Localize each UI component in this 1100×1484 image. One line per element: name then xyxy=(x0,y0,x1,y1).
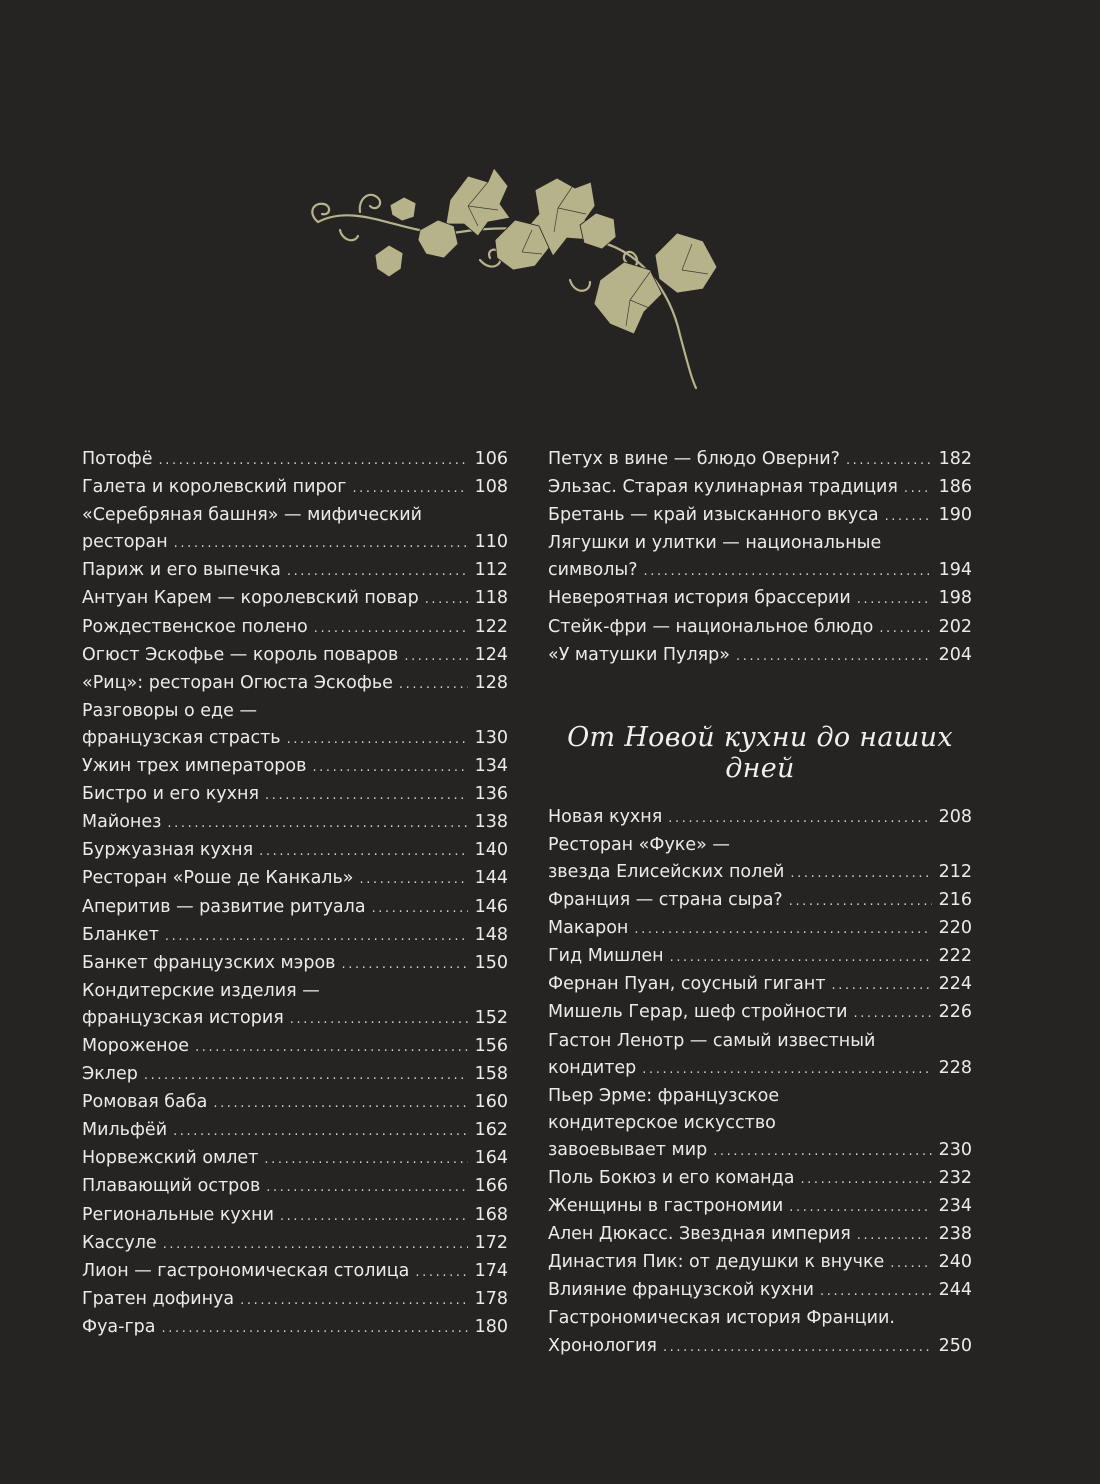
toc-entry[interactable] xyxy=(82,1117,508,1145)
toc-entry[interactable] xyxy=(82,474,508,502)
dot-leader xyxy=(287,726,468,753)
toc-entry[interactable] xyxy=(82,753,508,781)
toc-entry-title: Бретань — край изысканного вкуса xyxy=(548,505,879,526)
toc-entry-title: Невероятная история брассерии xyxy=(548,588,851,609)
toc-entry-title: «У матушки Пуляр» xyxy=(548,644,730,665)
toc-entry[interactable] xyxy=(82,978,508,1033)
toc-entry-title: Мильфёй xyxy=(82,1120,168,1141)
dot-leader xyxy=(163,1231,468,1258)
toc-entry[interactable] xyxy=(82,557,508,585)
dot-leader xyxy=(879,615,932,642)
dot-leader xyxy=(885,503,932,530)
toc-entry-title: французская страсть xyxy=(82,727,281,748)
toc-entry[interactable] xyxy=(82,585,508,613)
toc-entry-title: звезда Елисейских полей xyxy=(548,861,785,882)
toc-entry-title: Рождественское полено xyxy=(82,616,308,637)
toc-entry[interactable] xyxy=(82,698,508,753)
toc-page-number: 232 xyxy=(938,1167,972,1188)
dot-leader xyxy=(644,558,932,585)
toc-page-number: 224 xyxy=(938,974,972,995)
toc-page-number: 134 xyxy=(474,756,508,777)
toc-entry[interactable] xyxy=(548,585,972,613)
dot-leader xyxy=(846,447,932,474)
toc-page-number: 166 xyxy=(474,1176,508,1197)
dot-leader xyxy=(857,1222,932,1249)
toc-entry[interactable] xyxy=(548,474,972,502)
toc-page-number: 152 xyxy=(474,1007,508,1028)
toc-entry[interactable] xyxy=(82,922,508,950)
dot-leader xyxy=(173,1118,468,1145)
dot-leader xyxy=(240,1287,468,1314)
toc-entry-title: ресторан xyxy=(82,532,168,553)
toc-entry[interactable] xyxy=(548,943,972,971)
dot-leader xyxy=(314,615,468,642)
toc-entry-title: Фернан Пуан, соусный гигант xyxy=(548,974,826,995)
toc-entry-title: Банкет французских мэров xyxy=(82,952,336,973)
toc-page-number: 168 xyxy=(474,1204,508,1225)
dot-leader xyxy=(167,810,468,837)
toc-entry-title: Гид Мишлен xyxy=(548,946,664,967)
toc-entry-title: Эклер xyxy=(82,1064,138,1085)
toc-page-number: 178 xyxy=(474,1288,508,1309)
toc-right-column xyxy=(548,446,972,1361)
toc-page-number: 158 xyxy=(474,1064,508,1085)
toc-entry[interactable] xyxy=(548,832,972,887)
toc-entry[interactable] xyxy=(82,837,508,865)
toc-entry[interactable] xyxy=(82,865,508,893)
toc-entry[interactable] xyxy=(82,1173,508,1201)
toc-page-number: 146 xyxy=(474,896,508,917)
toc-entry[interactable] xyxy=(548,1277,972,1305)
toc-entry[interactable] xyxy=(82,670,508,698)
toc-page-number: 216 xyxy=(938,890,972,911)
toc-page-number: 106 xyxy=(474,449,508,469)
toc-entry[interactable] xyxy=(82,614,508,642)
toc-page-number: 118 xyxy=(474,588,508,609)
toc-page-number: 182 xyxy=(938,449,972,469)
toc-entry-title: Лягушки и улитки — национальные xyxy=(548,533,882,554)
toc-entry-title: Мороженое xyxy=(82,1035,190,1056)
toc-entry[interactable] xyxy=(82,502,508,557)
dot-leader xyxy=(195,1034,468,1061)
toc-entry-title: Петух в вине — блюдо Оверни? xyxy=(548,449,840,469)
toc-entry[interactable] xyxy=(82,1089,508,1117)
toc-page-number: 136 xyxy=(474,784,508,805)
toc-page-number: 162 xyxy=(474,1120,508,1141)
dot-leader xyxy=(820,1278,932,1305)
toc-entry[interactable] xyxy=(82,781,508,809)
toc-entry[interactable] xyxy=(548,1193,972,1221)
toc-entry-title: Ресторан «Фуке» — xyxy=(548,834,730,855)
dot-leader xyxy=(287,558,468,585)
toc-left-column xyxy=(82,446,508,1342)
toc-entry-title: Аперитив — развитие ритуала xyxy=(82,896,366,917)
toc-entry-title: Ален Дюкасс. Звездная империя xyxy=(548,1224,851,1245)
dot-leader xyxy=(425,586,468,613)
toc-page-number: 164 xyxy=(474,1148,508,1169)
toc-entry-title: Норвежский омлет xyxy=(82,1148,259,1169)
dot-leader xyxy=(159,447,469,474)
toc-page-number: 202 xyxy=(938,616,972,637)
toc-entry[interactable] xyxy=(82,1258,508,1286)
toc-entry-title: Ромовая баба xyxy=(82,1092,208,1113)
toc-page-number: 148 xyxy=(474,924,508,945)
toc-page-number: 174 xyxy=(474,1260,508,1281)
toc-entry-title: символы? xyxy=(548,560,638,581)
toc-page-number: 128 xyxy=(474,672,508,693)
toc-page-number: 238 xyxy=(938,1224,972,1245)
toc-entry-title: Кондитерские изделия — xyxy=(82,980,320,1001)
toc-entry-title: Новая кухня xyxy=(548,806,663,827)
toc-entry-title: Фуа-гра xyxy=(82,1316,156,1337)
toc-entry-title: Поль Бокюз и его команда xyxy=(548,1167,795,1188)
toc-entry-title: «Риц»: ресторан Огюста Эскофье xyxy=(82,672,393,693)
dot-leader xyxy=(736,643,932,670)
toc-page-number: 222 xyxy=(938,946,972,967)
toc-page-number: 240 xyxy=(938,1252,972,1273)
dot-leader xyxy=(342,951,469,978)
toc-page-number: 190 xyxy=(938,505,972,526)
toc-entry-title: Франция — страна сыра? xyxy=(548,890,783,911)
dot-leader xyxy=(213,1090,468,1117)
toc-page-number: 186 xyxy=(938,477,972,498)
toc-entry[interactable] xyxy=(548,446,972,474)
toc-entry-title: Стейк-фри — национальное блюдо xyxy=(548,616,874,637)
dot-leader xyxy=(789,888,932,915)
toc-entry[interactable] xyxy=(82,446,508,474)
toc-page-number: 180 xyxy=(474,1316,508,1337)
toc-page-number: 172 xyxy=(474,1232,508,1253)
toc-entry-title: Галета и королевский пирог xyxy=(82,477,347,498)
toc-entry[interactable] xyxy=(548,915,972,943)
toc-entry[interactable] xyxy=(82,1033,508,1061)
toc-entry[interactable] xyxy=(548,1028,972,1083)
dot-leader xyxy=(642,1056,932,1083)
dot-leader xyxy=(372,895,468,922)
toc-entry-title: Региональные кухни xyxy=(82,1204,274,1225)
toc-entry[interactable] xyxy=(548,887,972,915)
toc-entry-title: Ресторан «Роше де Канкаль» xyxy=(82,868,354,889)
toc-entry-title: Женщины в гастрономии xyxy=(548,1196,784,1217)
toc-entry[interactable] xyxy=(82,950,508,978)
toc-page-number: 138 xyxy=(474,812,508,833)
toc-entry-title: Династия Пик: от дедушки к внучке xyxy=(548,1252,885,1273)
toc-page-number: 160 xyxy=(474,1092,508,1113)
dot-leader xyxy=(853,1000,932,1027)
toc-page-number: 150 xyxy=(474,952,508,973)
dot-leader xyxy=(264,1146,468,1173)
dot-leader xyxy=(713,1138,932,1165)
toc-page-number: 226 xyxy=(938,1002,972,1023)
toc-entry[interactable] xyxy=(548,1305,972,1360)
toc-entry[interactable] xyxy=(548,1221,972,1249)
toc-page-number: 156 xyxy=(474,1035,508,1056)
toc-entry-title: Париж и его выпечка xyxy=(82,560,281,581)
dot-leader xyxy=(162,1315,469,1342)
toc-page-number: 244 xyxy=(938,1280,972,1301)
toc-page-number: 140 xyxy=(474,840,508,861)
dot-leader xyxy=(280,1203,468,1230)
toc-entry-title: французская история xyxy=(82,1007,284,1028)
toc-entry-title: Гратен дофинуа xyxy=(82,1288,235,1309)
toc-entry-title: кондитерское искусство xyxy=(548,1112,776,1133)
toc-entry-title: Влияние французской кухни xyxy=(548,1280,814,1301)
toc-page-number: 122 xyxy=(474,616,508,637)
toc-entry[interactable] xyxy=(82,1314,508,1342)
dot-leader xyxy=(663,1334,932,1361)
toc-entry-title: Бланкет xyxy=(82,924,159,945)
toc-page-number: 230 xyxy=(938,1139,972,1160)
toc-entry-title: Антуан Карем — королевский повар xyxy=(82,588,419,609)
toc-entry-title: завоевывает мир xyxy=(548,1139,708,1160)
toc-entry[interactable] xyxy=(548,971,972,999)
dot-leader xyxy=(165,923,468,950)
toc-entry[interactable] xyxy=(548,1249,972,1277)
toc-entry[interactable] xyxy=(82,809,508,837)
toc-page-number: 234 xyxy=(938,1196,972,1217)
toc-entry-title: Эльзас. Старая кулинарная традиция xyxy=(548,477,898,498)
toc-page-number: 130 xyxy=(474,727,508,748)
toc-entry[interactable] xyxy=(82,1230,508,1258)
dot-leader xyxy=(800,1166,932,1193)
toc-entry-title: Ужин трех императоров xyxy=(82,756,307,777)
toc-entry[interactable] xyxy=(548,614,972,642)
dot-leader xyxy=(266,1174,468,1201)
toc-page-number: 144 xyxy=(474,868,508,889)
dot-leader xyxy=(789,1194,932,1221)
dot-leader xyxy=(259,838,468,865)
toc-entry-title: Мишель Герар, шеф стройности xyxy=(548,1002,848,1023)
dot-leader xyxy=(415,1259,468,1286)
toc-entry-title: Макарон xyxy=(548,918,629,939)
dot-leader xyxy=(144,1062,468,1089)
dot-leader xyxy=(352,475,468,502)
toc-entry-title: Гастон Ленотр — самый известный xyxy=(548,1030,876,1051)
dot-leader xyxy=(399,671,468,698)
toc-entry-title: Плавающий остров xyxy=(82,1176,261,1197)
toc-entry-title: Майонез xyxy=(82,812,162,833)
toc-page-number: 208 xyxy=(938,806,972,827)
toc-page-number: 228 xyxy=(938,1057,972,1078)
toc-page-number: 108 xyxy=(474,477,508,498)
toc-page-number: 212 xyxy=(938,861,972,882)
grapevine-branch-illustration xyxy=(300,160,730,400)
dot-leader xyxy=(904,475,932,502)
dot-leader xyxy=(832,972,932,999)
section-title: От Новой кухни до наших дней xyxy=(567,721,953,784)
toc-entry-title: кондитер xyxy=(548,1057,637,1078)
toc-entry[interactable] xyxy=(548,804,972,832)
toc-entry[interactable] xyxy=(548,642,972,670)
toc-entry-title: Пьер Эрме: французское xyxy=(548,1085,780,1106)
toc-entry-title: Кассуле xyxy=(82,1232,157,1253)
toc-entry-title: Разговоры о еде — xyxy=(82,700,257,721)
toc-entry-title: Гастрономическая история Франции. xyxy=(548,1308,895,1329)
toc-entry-title: Буржуазная кухня xyxy=(82,840,254,861)
toc-entry-title: Огюст Эскофье — король поваров xyxy=(82,644,399,665)
dot-leader xyxy=(404,643,468,670)
dot-leader xyxy=(312,754,468,781)
toc-entry[interactable] xyxy=(82,1145,508,1173)
toc-page-number: 112 xyxy=(474,560,508,581)
toc-page-number: 220 xyxy=(938,918,972,939)
toc-entry[interactable] xyxy=(82,1061,508,1089)
toc-entry-title: Бистро и его кухня xyxy=(82,784,259,805)
dot-leader xyxy=(890,1250,932,1277)
dot-leader xyxy=(857,586,932,613)
toc-page-number: 198 xyxy=(938,588,972,609)
toc-entry-title: Хронология xyxy=(548,1335,657,1356)
dot-leader xyxy=(290,1006,468,1033)
dot-leader xyxy=(174,530,468,557)
toc-entry-title: «Серебряная башня» — мифический xyxy=(82,505,423,526)
dot-leader xyxy=(360,866,468,893)
toc-page-number: 250 xyxy=(938,1335,972,1356)
toc-page-number: 204 xyxy=(938,644,972,665)
toc-entry[interactable] xyxy=(548,1165,972,1193)
toc-entry[interactable] xyxy=(82,642,508,670)
dot-leader xyxy=(668,805,932,832)
toc-entry-title: Потофё xyxy=(82,449,153,469)
toc-entry[interactable] xyxy=(548,502,972,530)
dot-leader xyxy=(634,916,932,943)
toc-entry[interactable] xyxy=(82,1286,508,1314)
toc-entry[interactable] xyxy=(82,894,508,922)
dot-leader xyxy=(670,944,932,971)
dot-leader xyxy=(790,860,932,887)
toc-page-number: 194 xyxy=(938,560,972,581)
toc-entry[interactable] xyxy=(548,1083,972,1165)
toc-entry[interactable] xyxy=(82,1202,508,1230)
toc-entry[interactable] xyxy=(548,999,972,1027)
toc-page-number: 124 xyxy=(474,644,508,665)
toc-entry-title: Лион — гастрономическая столица xyxy=(82,1260,410,1281)
dot-leader xyxy=(265,782,468,809)
toc-entry[interactable] xyxy=(548,530,972,585)
toc-page-number: 110 xyxy=(474,532,508,553)
